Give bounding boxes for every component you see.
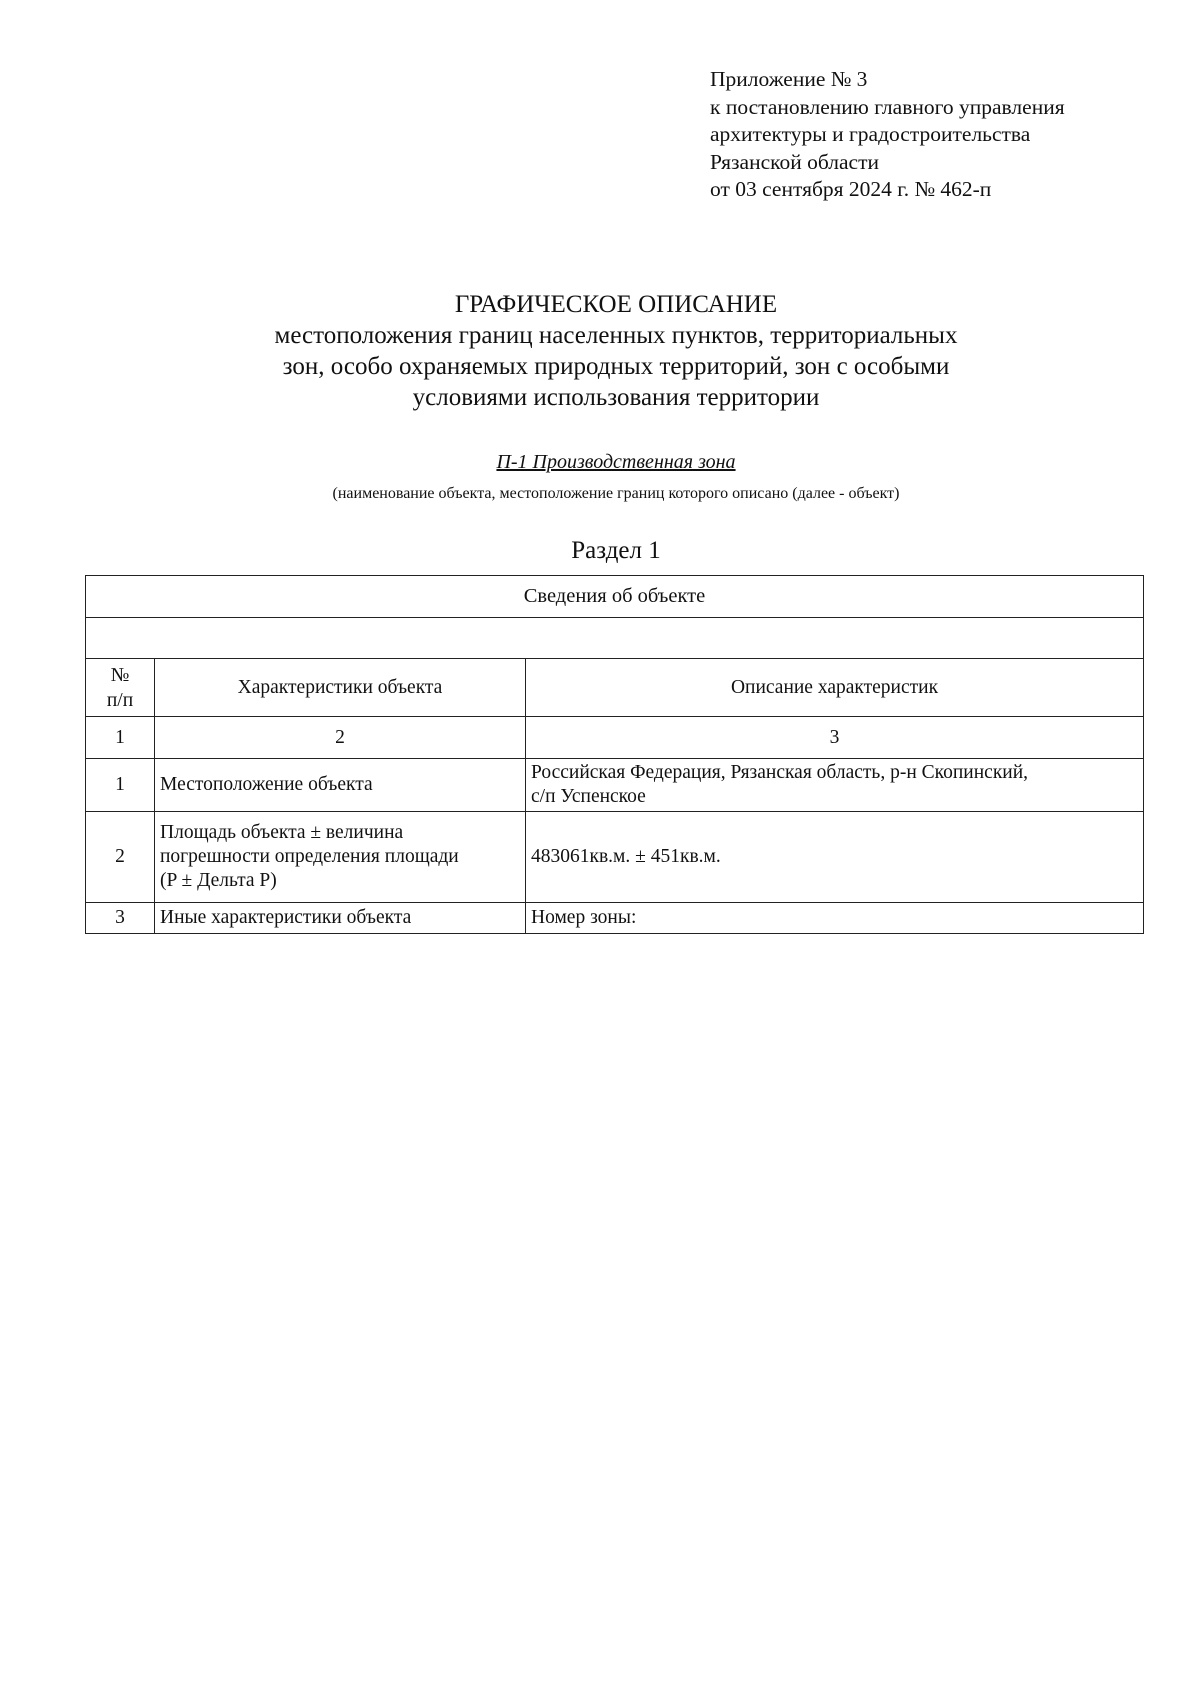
characteristic-line: погрешности определения площади [160, 846, 459, 867]
table-title: Сведения об объекте [86, 576, 1144, 618]
document-title: ГРАФИЧЕСКОЕ ОПИСАНИЕ [454, 291, 778, 318]
appendix-line: Приложение № 3 [710, 67, 868, 91]
description-line: Номер зоны: [531, 907, 637, 928]
column-number: 2 [155, 717, 526, 759]
section-title: Раздел 1 [571, 537, 661, 564]
table-empty-cell [86, 618, 1144, 659]
characteristic-line: Площадь объекта ± величина [160, 822, 404, 843]
row-characteristic [155, 759, 526, 812]
description-line: с/п Успенское [531, 786, 646, 807]
object-info-table [85, 575, 1144, 934]
row-characteristic [155, 903, 526, 934]
object-caption: (наименование объекта, местоположение границ которого описано (далее - объект) [332, 485, 900, 502]
row-number: 1 [86, 759, 155, 812]
appendix-line: от 03 сентября 2024 г. № 462-п [710, 177, 992, 201]
table-row [86, 903, 1144, 934]
appendix-line: к постановлению главного управления [710, 94, 1065, 119]
table-title-row [86, 576, 1144, 618]
table-header-row [86, 659, 1144, 717]
characteristic-line: (P ± Дельта P) [160, 870, 277, 891]
row-characteristic [155, 812, 526, 903]
document-subtitle-line: зон, особо охраняемых природных территорий, зон с особыми [282, 353, 950, 380]
header-num-line: № [110, 664, 130, 686]
document-subtitle-line: местоположения границ населенных пунктов, территориальных [274, 322, 958, 349]
table-row [86, 812, 1144, 903]
column-numbers-row [86, 717, 1144, 759]
appendix-line: архитектуры и градостроительства [710, 122, 1031, 146]
header-description: Описание характеристик [526, 659, 1144, 717]
row-description [526, 903, 1144, 934]
characteristic-line: Иные характеристики объекта [160, 907, 412, 928]
appendix-block [710, 66, 1065, 204]
appendix-line: Рязанской области [710, 149, 879, 174]
document-subtitle-line: условиями использования территории [412, 384, 820, 411]
table-row [86, 759, 1144, 812]
header-num-cell [86, 659, 155, 717]
row-description [526, 812, 1144, 903]
table-empty-row [86, 618, 1144, 659]
row-description [526, 759, 1144, 812]
characteristic-line: Местоположение объекта [160, 774, 373, 795]
description-line: 483061кв.м. ± 451кв.м. [531, 846, 721, 867]
column-number: 1 [86, 717, 155, 759]
document-heading [0, 289, 1200, 413]
header-num-line: п/п [106, 689, 134, 711]
object-name: П-1 Производственная зона [496, 451, 736, 473]
description-line: Российская Федерация, Рязанская область, р-н Скопинский, [531, 762, 1029, 783]
row-number: 3 [86, 903, 155, 934]
column-number: 3 [526, 717, 1144, 759]
row-number: 2 [86, 812, 155, 903]
header-characteristics: Характеристики объекта [155, 659, 526, 717]
